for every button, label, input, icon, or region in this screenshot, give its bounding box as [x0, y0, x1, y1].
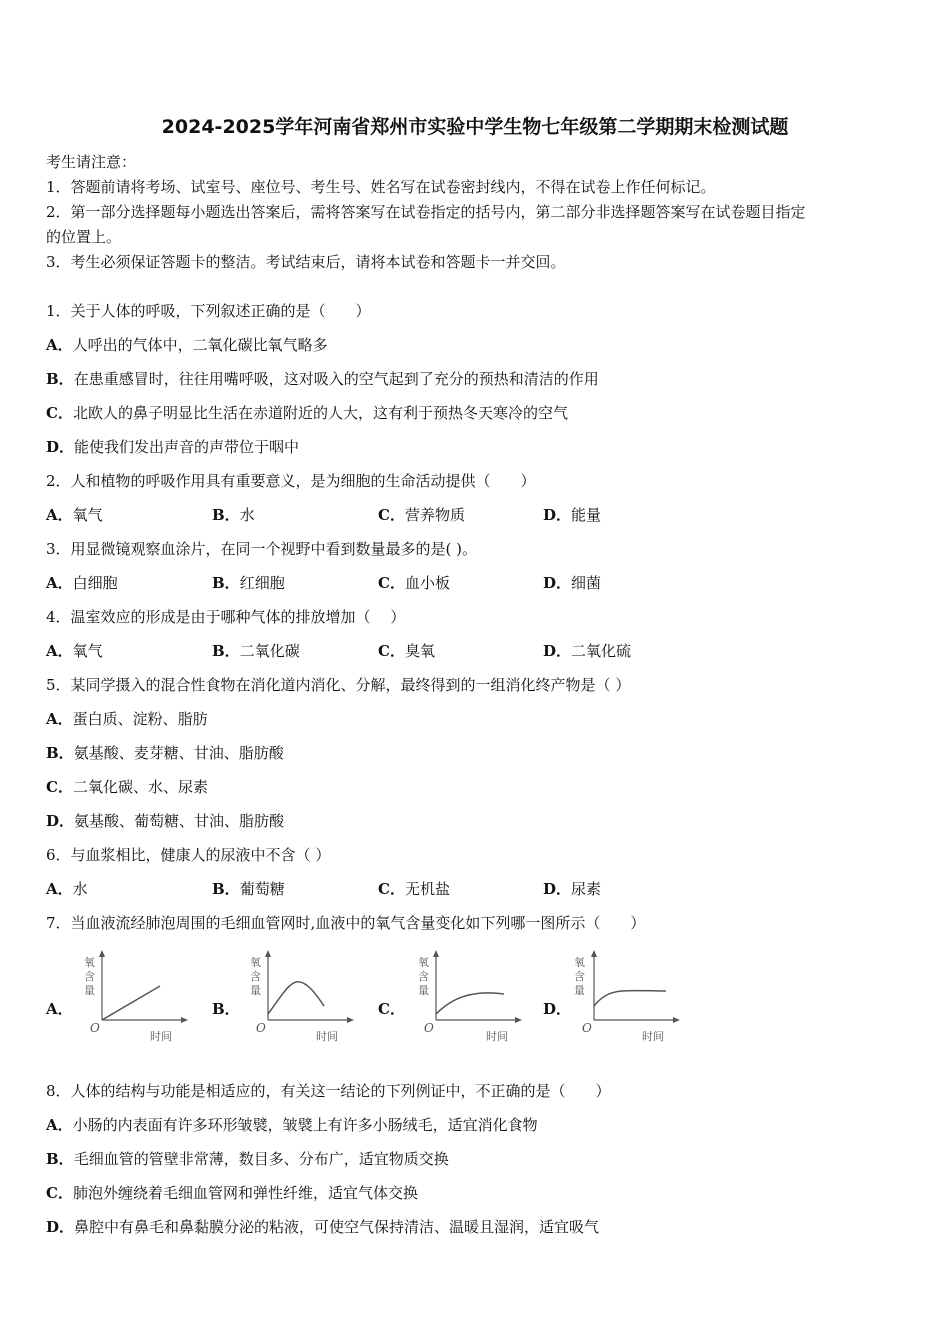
option-letter: C． [46, 404, 73, 422]
option-text: 白细胞 [72, 574, 118, 592]
option-5d [46, 811, 284, 831]
option-letter: A． [46, 506, 73, 524]
option-text: 氨基酸、麦芽糖、甘油、脂肪酸 [73, 744, 284, 762]
y-arrow [591, 950, 597, 957]
graph-d-svg [564, 948, 684, 1048]
graph-label-b: B． [212, 1000, 240, 1018]
notice-item: 2．第一部分选择题每小题选出答案后，需将答案写在试卷指定的括号内，第二部分非选择题答案写在试卷题目指定 [46, 203, 806, 221]
option-text: 葡萄糖 [239, 880, 285, 898]
option-1b [46, 369, 599, 389]
option-6b [212, 879, 285, 899]
question-stem-4: 4．温室效应的形成是由于哪种气体的排放增加（ ） [46, 608, 406, 626]
option-letter: A． [46, 1116, 73, 1134]
option-letter: D． [543, 642, 572, 660]
origin: O [424, 1021, 434, 1035]
option-2b [212, 505, 255, 525]
option-letter: D． [46, 812, 75, 830]
option-text: 二氧化硫 [571, 642, 632, 660]
notice-item: 3．考生必须保证答题卡的整洁。考试结束后，请将本试卷和答题卡一并交回。 [46, 253, 566, 271]
option-text: 尿素 [571, 880, 602, 898]
option-text: 臭氧 [404, 642, 435, 660]
origin: O [256, 1021, 266, 1035]
graph-c [408, 948, 528, 1048]
y-label-1: 氧 [574, 956, 585, 969]
x-arrow [181, 1017, 188, 1023]
option-text: 能量 [571, 506, 602, 524]
option-text: 无机盐 [404, 880, 450, 898]
x-label: 时间 [316, 1030, 338, 1043]
option-5c [46, 777, 208, 797]
x-arrow [673, 1017, 680, 1023]
y-arrow [433, 950, 439, 957]
option-6d [543, 879, 601, 899]
y-label-3: 量 [574, 984, 585, 997]
graph-label-d: D． [543, 1000, 572, 1018]
option-3c [378, 573, 450, 593]
option-letter: B． [212, 506, 240, 524]
y-label-3: 量 [250, 984, 261, 997]
option-1c [46, 403, 568, 423]
option-8a [46, 1115, 538, 1135]
graph-b-svg [240, 948, 360, 1048]
y-label-1: 氧 [418, 956, 429, 969]
option-letter: B． [46, 744, 74, 762]
option-letter: D． [543, 574, 572, 592]
question-stem-1: 1．关于人体的呼吸，下列叙述正确的是（ ） [46, 302, 371, 320]
option-text: 鼻腔中有鼻毛和鼻黏膜分泌的粘液，可使空气保持清洁、温暖且湿润，适宜吸气 [74, 1218, 600, 1236]
option-letter: B． [212, 642, 240, 660]
question-stem-7: 7．当血液流经肺泡周围的毛细血管网时,血液中的氧气含量变化如下列哪一图所示（ ） [46, 914, 646, 932]
y-label-2: 含 [250, 970, 261, 983]
page-title: 2024-2025学年河南省郑州市实验中学生物七年级第二学期期末检测试题 [161, 116, 789, 138]
y-label-3: 量 [84, 984, 95, 997]
curve-high-start [594, 991, 666, 1006]
option-text: 北欧人的鼻子明显比生活在赤道附近的人大，这有利于预热冬天寒冷的空气 [72, 404, 568, 422]
option-2d [543, 505, 601, 525]
option-4b [212, 641, 300, 661]
question-stem-5: 5．某同学摄入的混合性食物在消化道内消化、分解，最终得到的一组消化终产物是（ ） [46, 676, 631, 694]
y-label-2: 含 [418, 970, 429, 983]
option-text: 蛋白质、淀粉、脂肪 [72, 710, 208, 728]
option-3d [543, 573, 601, 593]
y-label-3: 量 [418, 984, 429, 997]
y-arrow [265, 950, 271, 957]
option-letter: C． [378, 880, 405, 898]
option-letter: A． [46, 574, 73, 592]
option-2c [378, 505, 465, 525]
option-8c [46, 1183, 418, 1203]
notice-item: 的位置上。 [46, 228, 122, 246]
option-5b [46, 743, 284, 763]
origin: O [582, 1021, 592, 1035]
y-label-2: 含 [574, 970, 585, 983]
option-letter: B． [46, 1150, 74, 1168]
option-6a [46, 879, 88, 899]
option-4d [543, 641, 631, 661]
option-text: 二氧化碳、水、尿素 [72, 778, 208, 796]
graph-d [564, 948, 684, 1048]
option-text: 毛细血管的管壁非常薄，数目多、分布广，适宜物质交换 [73, 1150, 449, 1168]
option-6c [378, 879, 450, 899]
origin: O [90, 1021, 100, 1035]
option-letter: C． [378, 506, 405, 524]
question-stem-8: 8．人体的结构与功能是相适应的，有关这一结论的下列例证中，不正确的是（ ） [46, 1082, 611, 1100]
option-text: 水 [239, 506, 255, 524]
question-stem-2: 2．人和植物的呼吸作用具有重要意义，是为细胞的生命活动提供（ ） [46, 472, 536, 490]
curve-saturating [436, 993, 504, 1014]
option-letter: D． [543, 506, 572, 524]
graph-label-c: C． [378, 1000, 405, 1018]
y-label-2: 含 [84, 970, 95, 983]
option-3b [212, 573, 285, 593]
option-letter: C． [46, 778, 73, 796]
option-text: 红细胞 [239, 574, 285, 592]
option-letter: D． [543, 880, 572, 898]
option-letter: C． [378, 574, 405, 592]
option-5a [46, 709, 208, 729]
graph-a-svg [74, 948, 194, 1048]
option-text: 二氧化碳 [239, 642, 300, 660]
x-label: 时间 [642, 1030, 664, 1043]
option-text: 在患重感冒时，往往用嘴呼吸，这对吸入的空气起到了充分的预热和清洁的作用 [73, 370, 599, 388]
question-stem-6: 6．与血浆相比，健康人的尿液中不含（ ） [46, 846, 331, 864]
option-letter: D． [46, 438, 75, 456]
question-stem-3: 3．用显微镜观察血涂片，在同一个视野中看到数量最多的是( )。 [46, 540, 478, 558]
option-4a [46, 641, 103, 661]
option-letter: C． [46, 1184, 73, 1202]
option-letter: C． [378, 642, 405, 660]
curve-peak [268, 982, 324, 1014]
option-3a [46, 573, 118, 593]
option-text: 能使我们发出声音的声带位于咽中 [74, 438, 300, 456]
option-text: 人呼出的气体中，二氧化碳比氧气略多 [72, 336, 328, 354]
option-letter: A． [46, 880, 73, 898]
option-8d [46, 1217, 599, 1237]
option-letter: D． [46, 1218, 75, 1236]
graph-b [240, 948, 360, 1048]
option-text: 水 [72, 880, 88, 898]
option-text: 氧气 [72, 642, 103, 660]
option-1a [46, 335, 328, 355]
y-label-1: 氧 [250, 956, 261, 969]
curve-linear [102, 986, 160, 1020]
option-8b [46, 1149, 449, 1169]
option-letter: A． [46, 710, 73, 728]
option-4c [378, 641, 435, 661]
x-label: 时间 [486, 1030, 508, 1043]
option-1d [46, 437, 299, 457]
option-text: 小肠的内表面有许多环形皱襞，皱襞上有许多小肠绒毛，适宜消化食物 [72, 1116, 538, 1134]
y-label-1: 氧 [84, 956, 95, 969]
option-letter: B． [212, 574, 240, 592]
graph-label-a: A． [46, 1000, 73, 1018]
option-letter: A． [46, 336, 73, 354]
option-text: 血小板 [404, 574, 450, 592]
option-2a [46, 505, 103, 525]
x-arrow [347, 1017, 354, 1023]
option-text: 营养物质 [404, 506, 465, 524]
option-text: 氧气 [72, 506, 103, 524]
option-letter: B． [46, 370, 74, 388]
option-letter: B． [212, 880, 240, 898]
notice-item: 1．答题前请将考场、试室号、座位号、考生号、姓名写在试卷密封线内，不得在试卷上作任何标记。 [46, 178, 716, 196]
graph-a [74, 948, 194, 1048]
x-arrow [515, 1017, 522, 1023]
graph-c-svg [408, 948, 528, 1048]
option-text: 细菌 [571, 574, 602, 592]
notice-heading: 考生请注意： [46, 153, 137, 171]
x-label: 时间 [150, 1030, 172, 1043]
option-letter: A． [46, 642, 73, 660]
option-text: 氨基酸、葡萄糖、甘油、脂肪酸 [74, 812, 285, 830]
option-text: 肺泡外缠绕着毛细血管网和弹性纤维，适宜气体交换 [72, 1184, 418, 1202]
y-arrow [99, 950, 105, 957]
